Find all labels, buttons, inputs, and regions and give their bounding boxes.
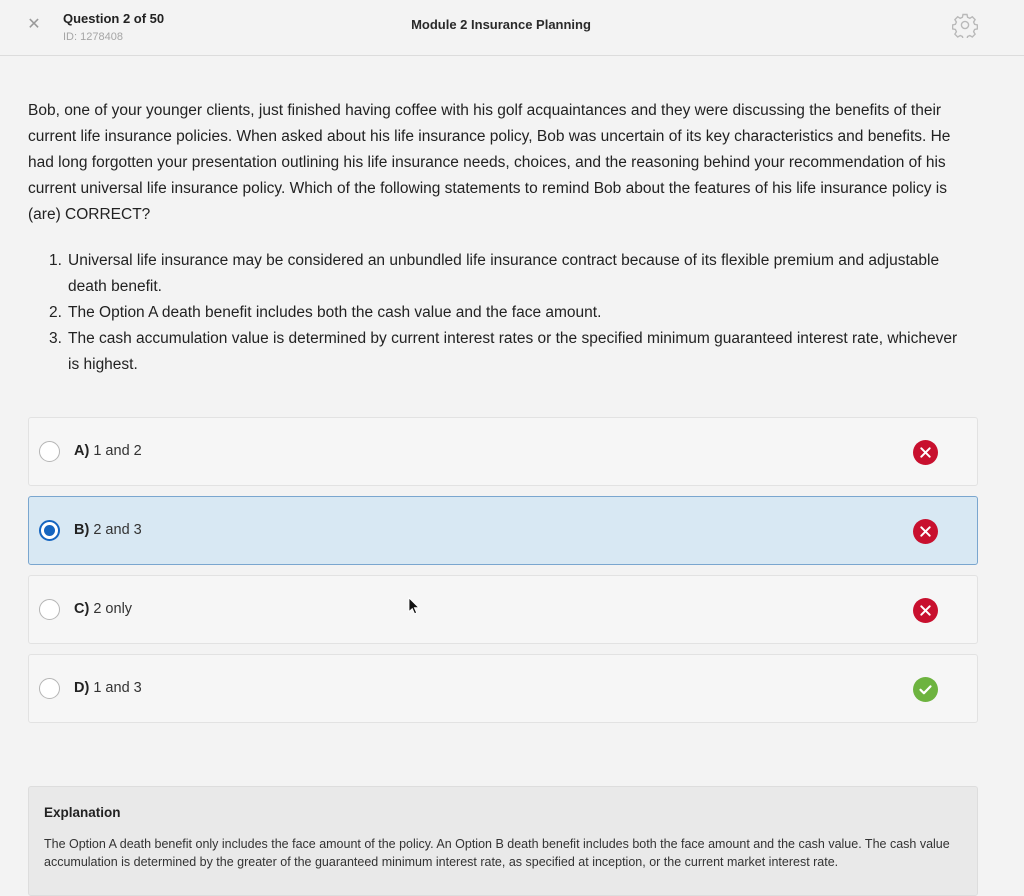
incorrect-icon [913, 519, 938, 544]
answer-options [28, 417, 978, 733]
explanation-title: Explanation [44, 805, 121, 820]
option-text: 2 and 3 [93, 522, 142, 538]
option-letter: D) [74, 680, 90, 696]
radio-button[interactable] [39, 520, 60, 541]
answer-option-c[interactable] [28, 575, 978, 644]
top-bar [0, 0, 1024, 56]
option-label [74, 443, 142, 459]
close-icon[interactable]: ✕ [27, 16, 41, 33]
statement-text: Universal life insurance may be considered an unbundled life insurance contract because of its flexible premium and adjustable death benefit. [68, 252, 940, 295]
explanation-text: The Option A death benefit only includes the face amount of the policy. An Option B death benefit includes both the face amount and the cash value. The cash value accumulation is determined by the greater of the guaranteed minimum interest rate, as specified at inception, or the current market interest rate. [44, 837, 950, 869]
statement-number: 3. [49, 330, 62, 347]
incorrect-icon [913, 440, 938, 465]
radio-button[interactable] [39, 599, 60, 620]
gear-icon[interactable] [952, 12, 978, 38]
radio-button[interactable] [39, 441, 60, 462]
option-text: 2 only [93, 601, 133, 617]
correct-icon [913, 677, 938, 702]
mouse-cursor-icon [408, 597, 420, 615]
answer-option-a[interactable] [28, 417, 978, 486]
statement-number: 1. [49, 252, 62, 269]
option-letter: B) [74, 522, 90, 538]
option-label [74, 680, 142, 696]
statement-item [28, 248, 968, 300]
statement-list [28, 248, 968, 378]
answer-option-b[interactable] [28, 496, 978, 565]
option-label [74, 601, 132, 617]
settings-button[interactable] [952, 12, 978, 38]
radio-button[interactable] [39, 678, 60, 699]
incorrect-icon [913, 598, 938, 623]
explanation-panel [28, 786, 978, 896]
question-text: Bob, one of your younger clients, just finished having coffee with his golf acquaintances and they were discussing the benefits of their current life insurance policies. When asked about his life insurance policy, Bob was uncertain of its key characteristics and benefits. He had long forgotten your presentation outlining his life insurance needs, choices, and the reasoning behind your recommendation of his current universal life insurance policy. Which of the following statements to remind Bob about the features of his life insurance policy is (are) CORRECT? [28, 102, 951, 223]
statement-text: The cash accumulation value is determined by current interest rates or the specified minimum guaranteed interest rate, whichever is highest. [68, 330, 958, 373]
question-area [28, 98, 978, 378]
statement-text: The Option A death benefit includes both the cash value and the face amount. [68, 304, 602, 321]
statement-item [28, 326, 968, 378]
option-label [74, 522, 142, 538]
option-text: 1 and 2 [93, 443, 142, 459]
statement-number: 2. [49, 304, 62, 321]
answer-option-d[interactable] [28, 654, 978, 723]
option-letter: A) [74, 443, 90, 459]
question-counter: Question 2 of 50 [63, 11, 165, 26]
option-letter: C) [74, 601, 90, 617]
option-text: 1 and 3 [93, 680, 142, 696]
question-id: ID: 1278408 [63, 31, 123, 43]
module-title: Module 2 Insurance Planning [411, 17, 591, 32]
statement-item [28, 300, 968, 326]
